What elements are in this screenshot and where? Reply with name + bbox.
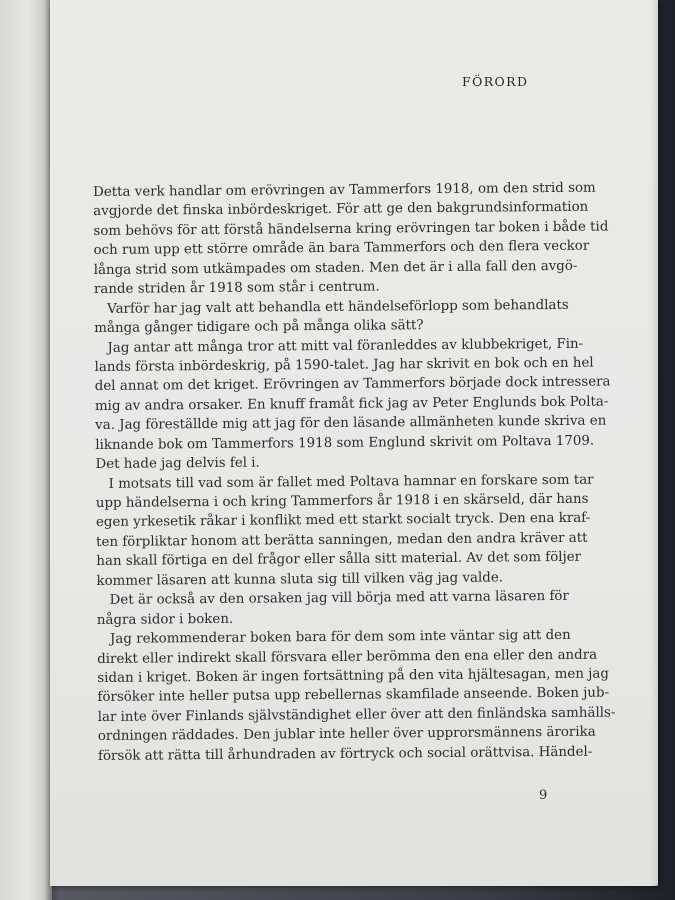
text-line: Jag rekommenderar boken bara för dem som inte väntar sig att den xyxy=(109,627,571,647)
text-line: lands första inbördeskrig, på 1590-talet. Jag har skrivit en bok och en hel xyxy=(94,355,594,375)
text-line: rande striden år 1918 som står i centrum. xyxy=(93,279,380,298)
text-line: många gånger tidigare och på många olika sätt? xyxy=(94,318,424,337)
text-line: sidan i kriget. Boken är ingen fortsättning på den vita hjältesagan, men jag xyxy=(97,666,609,686)
text-line: försök att rätta till århundraden av förtryck och social orättvisa. Händel- xyxy=(97,744,593,764)
text-line: kommer läsaren att kunna sluta sig till vilken väg jag valde. xyxy=(96,570,504,589)
text-line: liknande bok om Tammerfors 1918 som Englund skrivit om Poltava 1709. xyxy=(95,433,595,453)
text-line: Varför har jag valt att behandla ett händelseförlopp som behandlats xyxy=(107,297,569,317)
text-line: ordningen räddades. Den jublar inte heller över upprorsmännens ärorika xyxy=(97,724,596,745)
page-edge xyxy=(650,0,658,886)
text-line: egen yrkesetik råkar i konflikt med ett starkt socialt tryck. Den ena kraf- xyxy=(95,511,591,531)
text-line: Det är också av den orsaken jag vill börja med att varna läsaren för xyxy=(109,589,569,609)
text-line: och rum upp ett större område än bara Tammerfors och den flera veckor xyxy=(93,238,590,259)
text-line: Jag antar att många tror att mitt val föranleddes av klubbekriget, Fin- xyxy=(107,336,584,356)
page-number: 9 xyxy=(539,788,548,803)
text-line: Detta verk handlar om erövringen av Tammerfors 1918, om den strid som xyxy=(93,180,596,200)
text-line: lar inte över Finlands självständighet eller över att den finländska samhälls- xyxy=(97,705,616,725)
text-line: han skall förtiga en del frågor eller sålla sitt material. Av det som följer xyxy=(96,550,582,570)
text-line: upp händelserna i och kring Tammerfors år 1918 i en skärseld, där hans xyxy=(95,491,589,511)
text-line: Det hade jag delvis fel i. xyxy=(95,455,260,473)
text-line: direkt eller indirekt skall försvara eller berömma den ena eller den andra xyxy=(97,647,598,667)
text-line: några sidor i boken. xyxy=(96,611,234,628)
text-line: ten förpliktar honom att berätta sanningen, medan den andra kräver att xyxy=(96,530,588,550)
text-line: långa strid som utkämpades om staden. Men det är i alla fall den avgö- xyxy=(93,258,578,278)
text-line: avgjorde det finska inbördeskriget. För att ge den bakgrundsinformation xyxy=(93,200,589,220)
body-text xyxy=(93,179,616,766)
text-line: som behövs för att förstå händelserna kring erövringen tar boken i både tid xyxy=(93,219,609,239)
running-head: FÖRORD xyxy=(462,74,529,89)
text-line: del annat om det kriget. Erövringen av Tammerfors började dock intressera xyxy=(94,374,611,395)
book-page xyxy=(50,0,658,886)
text-line: försöker inte heller putsa upp rebellernas skamfilade anseende. Boken jub- xyxy=(97,685,610,706)
text-line: mig av andra orsaker. En knuff framåt fick jag av Peter Englunds bok Polta- xyxy=(94,394,609,414)
text-line: I motsats till vad som är fallet med Poltava hamnar en forskare som tar xyxy=(108,472,594,492)
text-line: va. Jag föreställde mig att jag för den läsande allmänheten kunde skriva en xyxy=(95,413,607,434)
